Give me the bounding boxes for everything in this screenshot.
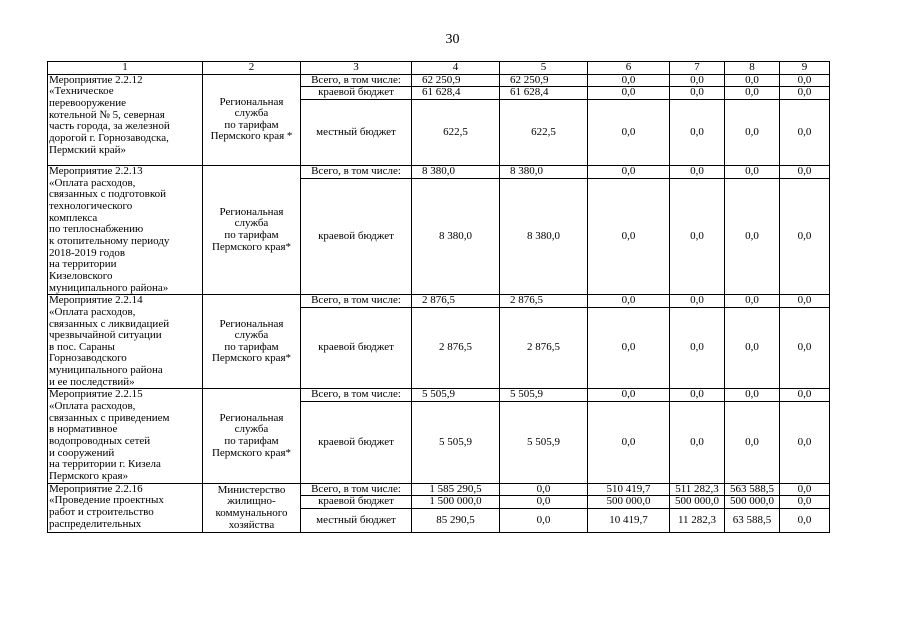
value-col-5: 8 380,0	[500, 165, 588, 178]
value-col-8: 0,0	[725, 99, 780, 165]
value-col-8: 0,0	[725, 402, 780, 484]
value-col-9: 0,0	[780, 99, 830, 165]
value-col-4: 2 876,5	[412, 307, 500, 389]
table-row	[48, 483, 830, 496]
value-col-9: 0,0	[780, 389, 830, 402]
value-col-4: 62 250,9	[412, 74, 500, 87]
value-col-5: 2 876,5	[500, 307, 588, 389]
table-row	[48, 74, 830, 87]
value-col-6: 0,0	[588, 295, 670, 308]
value-col-7: 0,0	[670, 389, 725, 402]
value-col-6: 0,0	[588, 74, 670, 87]
executor-cell: Региональная служба по тарифам Пермского края*	[203, 295, 301, 389]
value-col-8: 563 588,5	[725, 483, 780, 496]
measure-title: Мероприятие 2.2.12 «Техническое перевооружение котельной № 5, северная часть города, за железной дорогой г. Горнозаводска, Пермский край»	[48, 74, 203, 165]
value-col-8: 0,0	[725, 74, 780, 87]
value-col-8: 0,0	[725, 87, 780, 100]
funding-source: Всего, в том числе:	[301, 165, 412, 178]
table-row	[48, 295, 830, 308]
value-col-4: 2 876,5	[412, 295, 500, 308]
value-col-9: 0,0	[780, 74, 830, 87]
value-col-7: 0,0	[670, 178, 725, 295]
value-col-7: 500 000,0	[670, 496, 725, 509]
value-col-5: 0,0	[500, 483, 588, 496]
value-col-5: 0,0	[500, 509, 588, 533]
value-col-5: 8 380,0	[500, 178, 588, 295]
measure-title: Мероприятие 2.2.14 «Оплата расходов, связанных с ликвидацией чрезвычайной ситуации в пос. Сараны Горнозаводского муниципального района и ее последствий»	[48, 295, 203, 389]
value-col-6: 0,0	[588, 99, 670, 165]
funding-source: краевой бюджет	[301, 87, 412, 100]
value-col-7: 0,0	[670, 402, 725, 484]
value-col-9: 0,0	[780, 165, 830, 178]
value-col-7: 0,0	[670, 99, 725, 165]
value-col-7: 0,0	[670, 165, 725, 178]
page-number: 30	[445, 32, 460, 47]
value-col-7: 0,0	[670, 295, 725, 308]
value-col-9: 0,0	[780, 402, 830, 484]
value-col-7: 11 282,3	[670, 509, 725, 533]
funding-source: Всего, в том числе:	[301, 483, 412, 496]
value-col-8: 0,0	[725, 389, 780, 402]
value-col-4: 5 505,9	[412, 389, 500, 402]
value-col-4: 622,5	[412, 99, 500, 165]
value-col-8: 0,0	[725, 165, 780, 178]
value-col-5: 61 628,4	[500, 87, 588, 100]
budget-table	[47, 61, 830, 533]
value-col-6: 10 419,7	[588, 509, 670, 533]
measure-title: Мероприятие 2.2.16 «Проведение проектных работ и строительство распределительных	[48, 483, 203, 532]
funding-source: Всего, в том числе:	[301, 295, 412, 308]
header-col-2: 2	[203, 62, 301, 75]
value-col-7: 0,0	[670, 87, 725, 100]
value-col-7: 511 282,3	[670, 483, 725, 496]
value-col-4: 1 585 290,5	[412, 483, 500, 496]
header-row	[48, 62, 830, 75]
value-col-9: 0,0	[780, 483, 830, 496]
header-col-3: 3	[301, 62, 412, 75]
value-col-5: 62 250,9	[500, 74, 588, 87]
value-col-9: 0,0	[780, 509, 830, 533]
funding-source: краевой бюджет	[301, 402, 412, 484]
value-col-5: 2 876,5	[500, 295, 588, 308]
value-col-6: 0,0	[588, 165, 670, 178]
value-col-9: 0,0	[780, 87, 830, 100]
funding-source: местный бюджет	[301, 509, 412, 533]
table-row	[48, 165, 830, 178]
measure-title: Мероприятие 2.2.15 «Оплата расходов, связанных с приведением в нормативное водопроводных сетей и сооружений на территории г. Кизела Пермского края»	[48, 389, 203, 483]
value-col-6: 510 419,7	[588, 483, 670, 496]
value-col-8: 63 588,5	[725, 509, 780, 533]
funding-source: Всего, в том числе:	[301, 389, 412, 402]
measure-title: Мероприятие 2.2.13 «Оплата расходов, связанных с подготовкой технологического комплекса по теплоснабжению к отопительному периоду 2018-2019 годов на территории Кизеловского муниципального района»	[48, 165, 203, 294]
executor-cell: Региональная служба по тарифам Пермского края*	[203, 389, 301, 483]
value-col-4: 5 505,9	[412, 402, 500, 484]
value-col-9: 0,0	[780, 295, 830, 308]
value-col-7: 0,0	[670, 307, 725, 389]
header-col-7: 7	[670, 62, 725, 75]
funding-source: Всего, в том числе:	[301, 74, 412, 87]
value-col-5: 5 505,9	[500, 389, 588, 402]
executor-cell: Региональная служба по тарифам Пермского края *	[203, 74, 301, 165]
value-col-9: 0,0	[780, 496, 830, 509]
value-col-6: 0,0	[588, 87, 670, 100]
funding-source: краевой бюджет	[301, 178, 412, 295]
value-col-5: 5 505,9	[500, 402, 588, 484]
value-col-8: 500 000,0	[725, 496, 780, 509]
value-col-5: 622,5	[500, 99, 588, 165]
funding-source: краевой бюджет	[301, 496, 412, 509]
value-col-4: 85 290,5	[412, 509, 500, 533]
executor-cell: Региональная служба по тарифам Пермского края*	[203, 165, 301, 294]
funding-source: краевой бюджет	[301, 307, 412, 389]
value-col-9: 0,0	[780, 307, 830, 389]
funding-source: местный бюджет	[301, 99, 412, 165]
value-col-9: 0,0	[780, 178, 830, 295]
value-col-6: 0,0	[588, 402, 670, 484]
value-col-7: 0,0	[670, 74, 725, 87]
value-col-6: 0,0	[588, 389, 670, 402]
header-col-5: 5	[500, 62, 588, 75]
table-row	[48, 389, 830, 402]
header-col-4: 4	[412, 62, 500, 75]
value-col-8: 0,0	[725, 307, 780, 389]
value-col-4: 8 380,0	[412, 165, 500, 178]
value-col-5: 0,0	[500, 496, 588, 509]
header-col-6: 6	[588, 62, 670, 75]
header-col-9: 9	[780, 62, 830, 75]
value-col-6: 0,0	[588, 178, 670, 295]
value-col-8: 0,0	[725, 178, 780, 295]
value-col-8: 0,0	[725, 295, 780, 308]
header-col-8: 8	[725, 62, 780, 75]
header-col-1: 1	[48, 62, 203, 75]
value-col-4: 61 628,4	[412, 87, 500, 100]
executor-cell: Министерство жилищно- коммунального хозяйства	[203, 483, 301, 532]
value-col-4: 1 500 000,0	[412, 496, 500, 509]
value-col-4: 8 380,0	[412, 178, 500, 295]
value-col-6: 500 000,0	[588, 496, 670, 509]
value-col-6: 0,0	[588, 307, 670, 389]
